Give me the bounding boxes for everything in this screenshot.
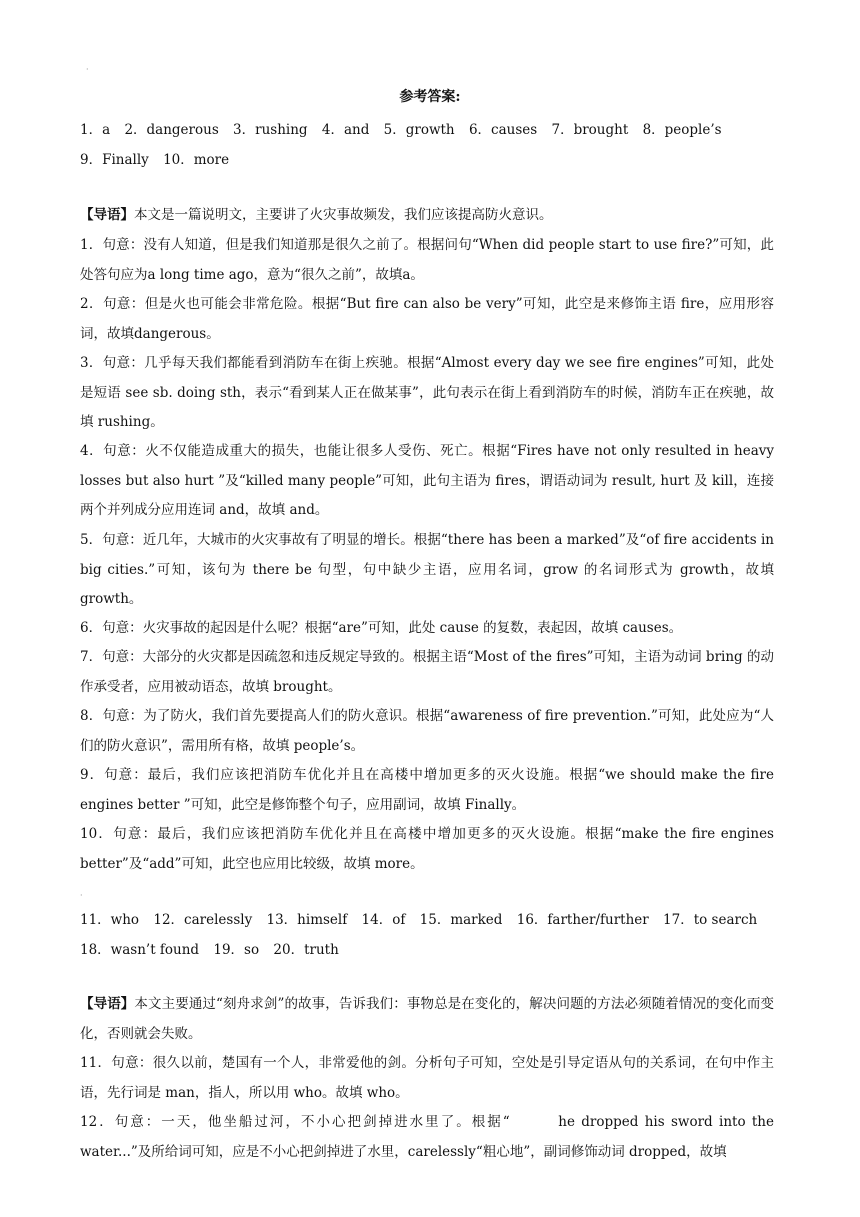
answer-item: 10．more xyxy=(163,151,230,168)
answer-item: 18．wasn’t found xyxy=(80,941,200,958)
explanation-item: 6．句意：火灾事故的起因是什么呢？根据“are”可知，此处 cause 的复数，表起因，故填 causes。 xyxy=(80,620,683,636)
answer-item: 19．so xyxy=(213,941,260,958)
explanation-item: 10．句意：最后，我们应该把消防车优化并且在高楼中增加更多的灭火设施。根据“make the fire engines better”及“add”可知，此空也应用比较级，故填 more。 xyxy=(80,826,774,872)
answer-item: 11．who xyxy=(80,912,140,928)
lead-tag: 【导语】 xyxy=(80,996,135,1012)
answer-item: 9．Finally xyxy=(80,151,149,168)
explanation-item: 2．句意：但是火也可能会非常危险。根据“But fire can also be very”可知，此空是来修饰主语 fire，应用形容词，故填dangerous。 xyxy=(80,296,774,342)
separator-mark: · xyxy=(80,891,83,900)
answer-item: 4．and xyxy=(321,122,370,138)
answer-item: 8．people’s xyxy=(642,122,722,138)
answer-item: 20．truth xyxy=(273,941,339,958)
lead-text: 本文是一篇说明文，主要讲了火灾事故频发，我们应该提高防火意识。 xyxy=(134,207,553,223)
explanation-item: 9．句意：最后，我们应该把消防车优化并且在高楼中增加更多的灭火设施。根据“we should make the fire engines better ”可知，此空是修饰整个句子，应用副词，故填 Finally。 xyxy=(80,767,774,813)
explanation-item: 11．句意：很久以前，楚国有一个人，非常爱他的剑。分析句子可知，空处是引导定语从句的关系词，在句中作主语，先行词是 man，指人，所以用 who。故填 who。 xyxy=(80,1055,774,1101)
answer-item: 2．dangerous xyxy=(124,122,219,138)
explanation-item: 12．句意：一天，他坐船过河，不小心把剑掉进水里了。根据“ he dropped his sword into the water...”及所给词可知，应是不小心把剑掉进了水里，carelessly“粗心地”，副词修饰动词 dropped，故填 xyxy=(80,1114,774,1160)
answer-list-2 xyxy=(80,906,770,965)
lead-text: 本文主要通过“刻舟求剑”的故事，告诉我们：事物总是在变化的，解决问题的方法必须随着情况的变化而变化，否则就会失败。 xyxy=(80,996,775,1042)
answer-list-1 xyxy=(80,116,770,175)
answer-item: 12．carelessly xyxy=(153,912,253,928)
explanation-item: 3．句意：几乎每天我们都能看到消防车在街上疾驰。根据“Almost every day we see fire engines”可知，此处是短语 see sb. doing sth，表示“看到某人正在做某事”，此句表示在街上看到消防车的时候，消防车正在疾驰，故填 rushing。 xyxy=(80,355,774,430)
answer-item: 14．of xyxy=(361,912,406,928)
answer-item: 7．brought xyxy=(551,122,629,138)
answer-item: 13．himself xyxy=(266,912,348,928)
answer-item: 3．rushing xyxy=(233,122,308,138)
answer-item: 6．causes xyxy=(468,122,538,138)
explanation-item: 4．句意：火不仅能造成重大的损失，也能让很多人受伤、死亡。根据“Fires have not only resulted in heavy losses but also hurt ”及“killed many people”可知，此句主语为 fires，谓语动词为 result, hurt 及 kill，连接两个并列成分应用连词 and，故填 and。 xyxy=(80,443,774,518)
answer-item: 15．marked xyxy=(419,912,503,928)
explanation-item: 8．句意：为了防火，我们首先要提高人们的防火意识。根据“awareness of fire prevention.”可知，此处应为“人们的防火意识”，需用所有格，故填 people’s。 xyxy=(80,708,774,754)
answer-item: 5．growth xyxy=(383,122,455,138)
answer-item: 17．to search xyxy=(663,912,758,928)
section2-lead xyxy=(80,990,774,1049)
explanation-item: 5．句意：近几年，大城市的火灾事故有了明显的增长。根据“there has been a marked”及“of fire accidents in big cities.”可知，该句为 there be 句型，句中缺少主语，应用名词，grow 的名词形式为 growth，故填 growth。 xyxy=(80,532,774,607)
page-title: 参考答案: xyxy=(399,89,461,105)
section1-lead xyxy=(80,201,774,231)
answer-item: 16．farther/further xyxy=(516,912,649,928)
lead-tag: 【导语】 xyxy=(80,207,134,223)
explanation-item: 1．句意：没有人知道，但是我们知道那是很久之前了。根据问句“When did people start to use fire?”可知，此处答句应为a long time ago，意为“很久之前”，故填a。 xyxy=(80,237,774,283)
answer-item: 1．a xyxy=(80,122,111,138)
corner-mark: · xyxy=(86,65,89,74)
explanation-item: 7．句意：大部分的火灾都是因疏忽和违反规定导致的。根据主语“Most of the fires”可知，主语为动词 bring 的动作承受者，应用被动语态，故填 brought。 xyxy=(80,649,774,695)
